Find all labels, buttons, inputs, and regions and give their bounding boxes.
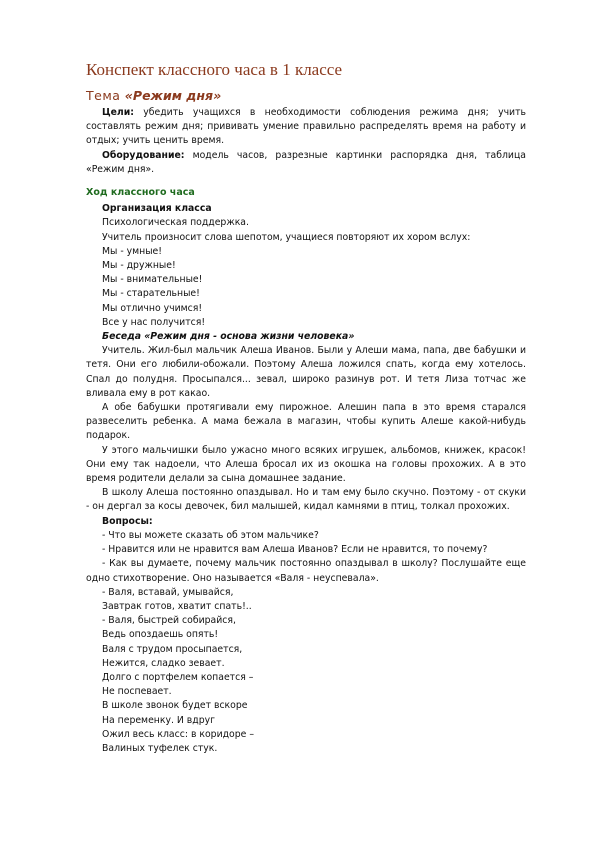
question-item: - Как вы думаете, почему мальчик постоянно опаздывал в школу? Послушайте еще одно стихотворение. Оно называется «Валя - неуспевала». — [86, 558, 526, 584]
document-page — [86, 60, 526, 756]
document-title: Конспект классного часа в 1 классе — [86, 60, 343, 79]
organization-line: Учитель произносит слова шепотом, учащиеся повторяют их хором вслух: — [102, 231, 471, 243]
equipment-text: модель часов, разрезные картинки распорядка дня, таблица «Режим дня». — [86, 149, 526, 175]
organization-line: Мы - дружные! — [102, 260, 176, 272]
poem-line: - Валя, вставай, умывайся, — [102, 586, 234, 598]
organization-line: Все у нас получится! — [102, 316, 206, 328]
poem-line: Валя с трудом просыпается, — [102, 643, 243, 655]
organization-heading: Организация класса — [102, 203, 212, 215]
poem-line: - Валя, быстрей собирайся, — [102, 615, 236, 627]
organization-line: Мы отлично учимся! — [102, 302, 203, 314]
topic-label: Тема — [86, 88, 121, 103]
organization-line: Психологическая поддержка. — [102, 217, 249, 229]
equipment-paragraph — [86, 149, 526, 177]
organization-line: Мы - внимательные! — [102, 274, 203, 286]
talk-paragraph: У этого мальчишки было ужасно много всяких игрушек, альбомов, книжек, красок! Они ему так надоели, что Алеша бросал их из окошка на головы прохожих. А в это время родители делали за сына домашнее задание. — [86, 444, 526, 485]
equipment-label: Оборудование: — [102, 149, 185, 161]
questions-heading: Вопросы: — [102, 515, 153, 527]
goals-text: убедить учащихся в необходимости соблюдения режима дня; учить составлять режим дня; прививать умение правильно распределять время на работу и отдых; учить ценить время. — [86, 107, 526, 147]
talk-heading: Беседа «Режим дня - основа жизни человека» — [102, 331, 355, 343]
poem-line: Ожил весь класс: в коридоре – — [102, 728, 254, 740]
topic-name: «Режим дня» — [124, 88, 222, 103]
goals-label: Цели: — [102, 107, 134, 118]
question-item: - Нравится или не нравится вам Алеша Иванов? Если не нравится, то почему? — [102, 544, 488, 556]
poem-line: Не поспевает. — [102, 686, 172, 698]
poem-line: Завтрак готов, хватит спать!.. — [102, 600, 252, 612]
poem-line: Ведь опоздаешь опять! — [102, 629, 219, 641]
section-heading: Ход классного часа — [86, 187, 195, 199]
poem-line: Валиных туфелек стук. — [102, 742, 218, 754]
goals-paragraph — [86, 106, 526, 149]
talk-paragraph: А обе бабушки протягивали ему пирожное. Алешин папа в это время старался развеселить ребенка. А мама бежала в магазин, чтобы купить Алеше какой-нибудь подарок. — [86, 402, 526, 442]
talk-paragraph: В школу Алеша постоянно опаздывал. Но и там ему было скучно. Поэтому - от скуки - он дергал за косы девочек, бил малышей, кидал камнями в птиц, толкал прохожих. — [86, 487, 526, 513]
organization-line: Мы - умные! — [102, 245, 163, 257]
poem-line: В школе звонок будет вскоре — [102, 700, 248, 712]
poem-line: Долго с портфелем копается – — [102, 671, 254, 683]
poem-line: Нежится, сладко зевает. — [102, 657, 225, 669]
question-item: - Что вы можете сказать об этом мальчике? — [102, 529, 319, 541]
talk-paragraph: Учитель. Жил-был мальчик Алеша Иванов. Были у Алеши мама, папа, две бабушки и тетя. Они его любили-обожали. Поэтому Алеша ложился спать, когда ему хотелось. Спал до полудня. Просыпался... зевал, широко разинув рот. И тетя Лиза тотчас же вливала ему в рот какао. — [86, 345, 526, 399]
organization-line: Мы - старательные! — [102, 288, 200, 300]
poem-line: На переменку. И вдруг — [102, 714, 216, 726]
topic-heading — [86, 88, 526, 104]
